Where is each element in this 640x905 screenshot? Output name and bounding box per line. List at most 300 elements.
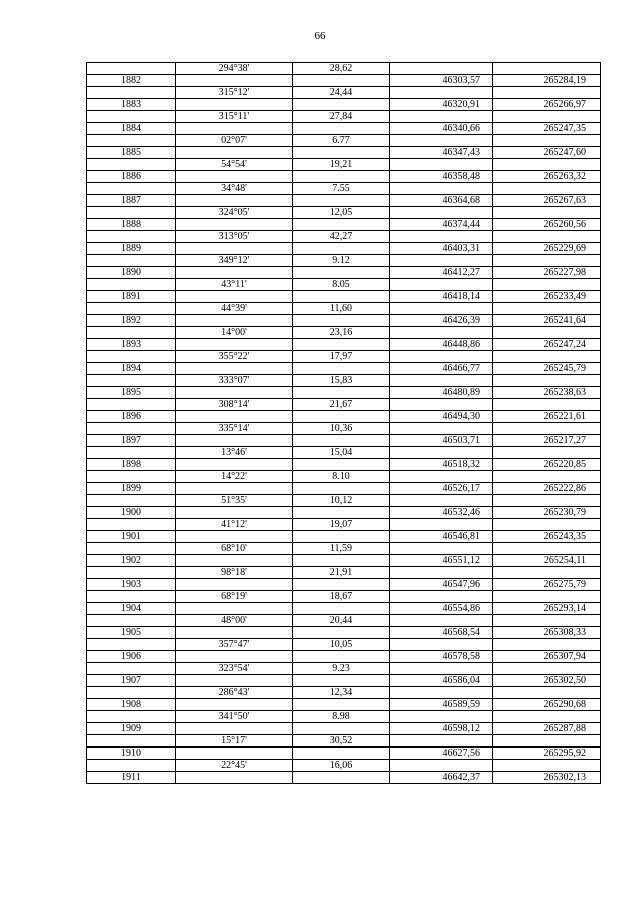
bearing-cell: 43°11'	[176, 279, 293, 291]
distance-cell	[293, 675, 390, 687]
bearing-cell	[176, 147, 293, 159]
distance-cell: 6.77	[293, 135, 390, 147]
coordinate-y-cell	[493, 447, 601, 459]
coordinate-x-cell: 46403,31	[390, 243, 493, 255]
bearing-cell: 15°17'	[176, 735, 293, 748]
point-number-cell: 1911	[87, 772, 176, 784]
distance-cell: 19,21	[293, 159, 390, 171]
coordinate-x-cell: 46374,44	[390, 219, 493, 231]
coordinate-y-cell: 265308,33	[493, 627, 601, 639]
distance-cell	[293, 387, 390, 399]
coordinate-y-cell	[493, 639, 601, 651]
coordinate-x-cell: 46503,71	[390, 435, 493, 447]
coordinate-x-cell	[390, 327, 493, 339]
point-number-cell: 1896	[87, 411, 176, 423]
coordinate-x-cell	[390, 231, 493, 243]
point-number-cell: 1905	[87, 627, 176, 639]
table-body	[87, 63, 601, 784]
point-number-cell	[87, 111, 176, 123]
bearing-cell: 68°10'	[176, 543, 293, 555]
table-row	[87, 435, 601, 447]
point-number-cell	[87, 615, 176, 627]
point-number-cell: 1907	[87, 675, 176, 687]
coordinate-x-cell: 46578,58	[390, 651, 493, 663]
bearing-cell: 323°54'	[176, 663, 293, 675]
coordinate-y-cell: 265243,35	[493, 531, 601, 543]
bearing-cell: 357°47'	[176, 639, 293, 651]
distance-cell: 18,67	[293, 591, 390, 603]
point-number-cell	[87, 711, 176, 723]
distance-cell: 24,44	[293, 87, 390, 99]
coordinate-x-cell: 46642,37	[390, 772, 493, 784]
table-row	[87, 339, 601, 351]
table-row	[87, 760, 601, 772]
distance-cell: 10,36	[293, 423, 390, 435]
table-row	[87, 315, 601, 327]
distance-cell: 11,59	[293, 543, 390, 555]
table-row	[87, 195, 601, 207]
coordinate-y-cell: 265245,79	[493, 363, 601, 375]
distance-cell	[293, 219, 390, 231]
table-row	[87, 351, 601, 363]
table-row	[87, 303, 601, 315]
coordinate-y-cell: 265230,79	[493, 507, 601, 519]
table-row	[87, 555, 601, 567]
table-row	[87, 387, 601, 399]
bearing-cell: 333°07'	[176, 375, 293, 387]
point-number-cell	[87, 471, 176, 483]
point-number-cell	[87, 279, 176, 291]
coordinate-y-cell	[493, 760, 601, 772]
table-row	[87, 399, 601, 411]
bearing-cell: 14°00'	[176, 327, 293, 339]
distance-cell	[293, 195, 390, 207]
coordinate-y-cell: 265247,60	[493, 147, 601, 159]
point-number-cell: 1894	[87, 363, 176, 375]
coordinate-y-cell: 265233,49	[493, 291, 601, 303]
bearing-cell: 22°45'	[176, 760, 293, 772]
bearing-cell: 286°43'	[176, 687, 293, 699]
table-row	[87, 231, 601, 243]
coordinate-x-cell: 46518,32	[390, 459, 493, 471]
table-row	[87, 279, 601, 291]
coordinate-x-cell	[390, 87, 493, 99]
distance-cell: 28,62	[293, 63, 390, 75]
bearing-cell	[176, 267, 293, 279]
table-row	[87, 159, 601, 171]
point-number-cell	[87, 543, 176, 555]
coordinate-x-cell: 46466,77	[390, 363, 493, 375]
coordinate-y-cell: 265260,56	[493, 219, 601, 231]
distance-cell: 9.12	[293, 255, 390, 267]
bearing-cell: 68°19'	[176, 591, 293, 603]
coordinate-y-cell: 265302,50	[493, 675, 601, 687]
table-row	[87, 735, 601, 748]
coordinate-y-cell	[493, 279, 601, 291]
coordinate-y-cell	[493, 351, 601, 363]
coordinate-x-cell: 46532,46	[390, 507, 493, 519]
distance-cell: 10,05	[293, 639, 390, 651]
distance-cell	[293, 723, 390, 735]
coordinate-y-cell	[493, 495, 601, 507]
bearing-cell	[176, 99, 293, 111]
table-row	[87, 327, 601, 339]
table-row	[87, 675, 601, 687]
distance-cell: 19,07	[293, 519, 390, 531]
distance-cell: 7.55	[293, 183, 390, 195]
coordinate-x-cell: 46412,27	[390, 267, 493, 279]
table-row	[87, 507, 601, 519]
table-row	[87, 567, 601, 579]
distance-cell	[293, 339, 390, 351]
bearing-cell	[176, 411, 293, 423]
distance-cell	[293, 603, 390, 615]
distance-cell	[293, 579, 390, 591]
point-number-cell: 1910	[87, 747, 176, 760]
coordinate-y-cell	[493, 111, 601, 123]
table-row	[87, 747, 601, 760]
table-row	[87, 627, 601, 639]
table-row	[87, 207, 601, 219]
coordinate-y-cell: 265293,14	[493, 603, 601, 615]
bearing-cell	[176, 579, 293, 591]
coordinate-y-cell	[493, 135, 601, 147]
table-row	[87, 363, 601, 375]
bearing-cell	[176, 291, 293, 303]
table-row	[87, 483, 601, 495]
bearing-cell	[176, 171, 293, 183]
table-row	[87, 411, 601, 423]
table-row	[87, 699, 601, 711]
coordinate-y-cell	[493, 207, 601, 219]
bearing-cell: 313°05'	[176, 231, 293, 243]
coordinate-y-cell: 265227,98	[493, 267, 601, 279]
coordinate-y-cell: 265302,13	[493, 772, 601, 784]
point-number-cell	[87, 567, 176, 579]
bearing-cell	[176, 75, 293, 87]
bearing-cell: 51°35'	[176, 495, 293, 507]
distance-cell	[293, 411, 390, 423]
bearing-cell	[176, 555, 293, 567]
bearing-cell	[176, 531, 293, 543]
point-number-cell	[87, 183, 176, 195]
distance-cell	[293, 531, 390, 543]
table-row	[87, 772, 601, 784]
coordinate-x-cell	[390, 375, 493, 387]
distance-cell: 16,06	[293, 760, 390, 772]
coordinate-y-cell: 265263,32	[493, 171, 601, 183]
coordinate-x-cell	[390, 279, 493, 291]
coordinate-x-cell	[390, 760, 493, 772]
coordinate-x-cell	[390, 495, 493, 507]
point-number-cell: 1885	[87, 147, 176, 159]
bearing-cell	[176, 699, 293, 711]
table-row	[87, 183, 601, 195]
coordinate-y-cell	[493, 183, 601, 195]
coordinate-y-cell	[493, 63, 601, 75]
coordinate-x-cell: 46364,68	[390, 195, 493, 207]
bearing-cell	[176, 387, 293, 399]
coordinate-y-cell	[493, 87, 601, 99]
coordinate-y-cell: 265290,68	[493, 699, 601, 711]
distance-cell: 15,83	[293, 375, 390, 387]
point-number-cell	[87, 519, 176, 531]
point-number-cell: 1898	[87, 459, 176, 471]
table-row	[87, 87, 601, 99]
bearing-cell	[176, 195, 293, 207]
coordinate-x-cell	[390, 303, 493, 315]
table-row	[87, 591, 601, 603]
table-row	[87, 375, 601, 387]
coordinate-y-cell: 265220,85	[493, 459, 601, 471]
point-number-cell: 1884	[87, 123, 176, 135]
bearing-cell: 41°12'	[176, 519, 293, 531]
table-row	[87, 471, 601, 483]
bearing-cell	[176, 627, 293, 639]
distance-cell	[293, 651, 390, 663]
point-number-cell	[87, 327, 176, 339]
coordinate-x-cell: 46546,81	[390, 531, 493, 543]
coordinate-x-cell: 46589,59	[390, 699, 493, 711]
point-number-cell	[87, 447, 176, 459]
point-number-cell	[87, 663, 176, 675]
bearing-cell	[176, 243, 293, 255]
point-number-cell	[87, 159, 176, 171]
distance-cell: 21,91	[293, 567, 390, 579]
distance-cell	[293, 147, 390, 159]
bearing-cell: 308°14'	[176, 399, 293, 411]
point-number-cell: 1893	[87, 339, 176, 351]
table-row	[87, 423, 601, 435]
point-number-cell	[87, 63, 176, 75]
table-row	[87, 171, 601, 183]
coordinate-y-cell: 265284,19	[493, 75, 601, 87]
distance-cell: 12,34	[293, 687, 390, 699]
point-number-cell: 1901	[87, 531, 176, 543]
bearing-cell	[176, 507, 293, 519]
coordinate-x-cell: 46554,86	[390, 603, 493, 615]
point-number-cell	[87, 231, 176, 243]
coordinate-x-cell	[390, 183, 493, 195]
distance-cell: 12,05	[293, 207, 390, 219]
distance-cell	[293, 99, 390, 111]
distance-cell: 30,52	[293, 735, 390, 748]
coordinate-y-cell	[493, 327, 601, 339]
coordinate-y-cell: 265267,63	[493, 195, 601, 207]
coordinate-y-cell	[493, 519, 601, 531]
distance-cell: 27,84	[293, 111, 390, 123]
coordinate-x-cell	[390, 687, 493, 699]
coordinate-x-cell	[390, 735, 493, 748]
coordinate-y-cell: 265221,61	[493, 411, 601, 423]
coordinate-x-cell: 46340,66	[390, 123, 493, 135]
coordinate-y-cell	[493, 735, 601, 748]
bearing-cell: 02°07'	[176, 135, 293, 147]
point-number-cell: 1906	[87, 651, 176, 663]
table-row	[87, 519, 601, 531]
page-number: 66	[314, 30, 326, 42]
bearing-cell	[176, 772, 293, 784]
table-row	[87, 663, 601, 675]
bearing-cell: 34°48'	[176, 183, 293, 195]
bearing-cell: 13°46'	[176, 447, 293, 459]
distance-cell	[293, 75, 390, 87]
bearing-cell	[176, 315, 293, 327]
point-number-cell: 1900	[87, 507, 176, 519]
coordinate-y-cell	[493, 471, 601, 483]
coordinate-x-cell: 46598,12	[390, 723, 493, 735]
table-row	[87, 291, 601, 303]
coordinate-y-cell	[493, 303, 601, 315]
bearing-cell	[176, 747, 293, 760]
table-row	[87, 639, 601, 651]
bearing-cell	[176, 603, 293, 615]
distance-cell: 15,04	[293, 447, 390, 459]
coordinate-x-cell	[390, 135, 493, 147]
coordinate-x-cell	[390, 591, 493, 603]
table-row	[87, 531, 601, 543]
table-row	[87, 135, 601, 147]
coordinate-y-cell: 265241,64	[493, 315, 601, 327]
table-row	[87, 147, 601, 159]
coordinate-x-cell	[390, 255, 493, 267]
bearing-cell: 315°12'	[176, 87, 293, 99]
coordinate-x-cell: 46526,17	[390, 483, 493, 495]
point-number-cell: 1908	[87, 699, 176, 711]
bearing-cell	[176, 723, 293, 735]
coordinate-y-cell: 265217,27	[493, 435, 601, 447]
table-row	[87, 615, 601, 627]
bearing-cell	[176, 123, 293, 135]
coordinate-x-cell: 46448,86	[390, 339, 493, 351]
point-number-cell	[87, 687, 176, 699]
coordinate-y-cell: 265238,63	[493, 387, 601, 399]
coordinate-x-cell	[390, 615, 493, 627]
bearing-cell	[176, 219, 293, 231]
coordinate-x-cell: 46418,14	[390, 291, 493, 303]
distance-cell	[293, 459, 390, 471]
distance-cell	[293, 555, 390, 567]
point-number-cell: 1889	[87, 243, 176, 255]
point-number-cell: 1909	[87, 723, 176, 735]
coordinate-x-cell: 46547,96	[390, 579, 493, 591]
point-number-cell: 1886	[87, 171, 176, 183]
coordinate-y-cell	[493, 375, 601, 387]
distance-cell: 21,67	[293, 399, 390, 411]
coordinate-y-cell	[493, 711, 601, 723]
point-number-cell: 1895	[87, 387, 176, 399]
bearing-cell: 48°00'	[176, 615, 293, 627]
point-number-cell	[87, 351, 176, 363]
distance-cell	[293, 772, 390, 784]
point-number-cell	[87, 735, 176, 748]
distance-cell: 17,97	[293, 351, 390, 363]
bearing-cell: 294°38'	[176, 63, 293, 75]
point-number-cell	[87, 760, 176, 772]
table-row	[87, 99, 601, 111]
bearing-cell: 335°14'	[176, 423, 293, 435]
coordinate-x-cell	[390, 111, 493, 123]
coordinate-x-cell: 46551,12	[390, 555, 493, 567]
distance-cell: 20,44	[293, 615, 390, 627]
distance-cell	[293, 483, 390, 495]
coordinate-x-cell: 46347,43	[390, 147, 493, 159]
distance-cell: 8.10	[293, 471, 390, 483]
coordinate-x-cell: 46494,30	[390, 411, 493, 423]
point-number-cell: 1883	[87, 99, 176, 111]
table-row	[87, 447, 601, 459]
coordinate-y-cell	[493, 543, 601, 555]
coordinate-y-cell	[493, 591, 601, 603]
distance-cell: 9.23	[293, 663, 390, 675]
coordinate-x-cell: 46627,56	[390, 747, 493, 760]
bearing-cell	[176, 675, 293, 687]
distance-cell: 42,27	[293, 231, 390, 243]
bearing-cell	[176, 651, 293, 663]
distance-cell	[293, 627, 390, 639]
point-number-cell: 1903	[87, 579, 176, 591]
coordinate-x-cell: 46568,54	[390, 627, 493, 639]
coordinate-x-cell	[390, 159, 493, 171]
point-number-cell	[87, 423, 176, 435]
coordinate-y-cell	[493, 159, 601, 171]
distance-cell	[293, 243, 390, 255]
coordinate-y-cell: 265222,86	[493, 483, 601, 495]
coordinate-x-cell	[390, 207, 493, 219]
point-number-cell	[87, 399, 176, 411]
coordinate-y-cell	[493, 615, 601, 627]
coordinate-y-cell: 265307,94	[493, 651, 601, 663]
table-row	[87, 123, 601, 135]
bearing-cell	[176, 363, 293, 375]
table-row	[87, 75, 601, 87]
table-row	[87, 267, 601, 279]
coordinate-x-cell: 46586,04	[390, 675, 493, 687]
coordinate-x-cell	[390, 423, 493, 435]
point-number-cell	[87, 591, 176, 603]
coordinate-x-cell	[390, 519, 493, 531]
bearing-cell: 44°39'	[176, 303, 293, 315]
coordinate-x-cell: 46303,57	[390, 75, 493, 87]
coordinate-x-cell: 46358,48	[390, 171, 493, 183]
table-row	[87, 219, 601, 231]
point-number-cell: 1888	[87, 219, 176, 231]
table-row	[87, 111, 601, 123]
coordinate-y-cell	[493, 687, 601, 699]
coordinate-x-cell	[390, 399, 493, 411]
coordinate-x-cell	[390, 567, 493, 579]
table-row	[87, 543, 601, 555]
distance-cell	[293, 171, 390, 183]
coordinate-x-cell	[390, 471, 493, 483]
bearing-cell: 14°22'	[176, 471, 293, 483]
table-row	[87, 495, 601, 507]
coordinate-table	[86, 62, 601, 784]
bearing-cell: 341°50'	[176, 711, 293, 723]
point-number-cell: 1882	[87, 75, 176, 87]
distance-cell	[293, 363, 390, 375]
coordinate-x-cell	[390, 447, 493, 459]
point-number-cell: 1899	[87, 483, 176, 495]
bearing-cell: 98°18'	[176, 567, 293, 579]
distance-cell: 8.98	[293, 711, 390, 723]
distance-cell: 23,16	[293, 327, 390, 339]
distance-cell	[293, 507, 390, 519]
table-row	[87, 579, 601, 591]
coordinate-y-cell: 265287,88	[493, 723, 601, 735]
distance-cell: 10,12	[293, 495, 390, 507]
coordinate-y-cell: 265229,69	[493, 243, 601, 255]
